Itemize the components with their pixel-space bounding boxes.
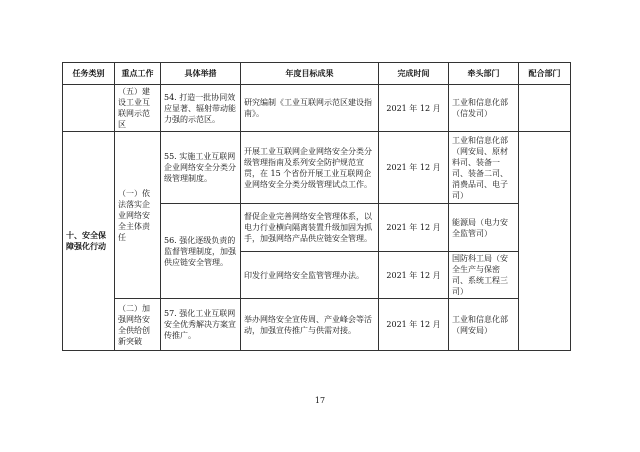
- deadline-cell: 2021 年 12 月: [379, 132, 449, 204]
- header-key-work: 重点工作: [115, 63, 161, 85]
- lead-cell: 国防科工局（安全生产与保密司、系统工程三司）: [449, 252, 519, 299]
- key-work-cell: （二）加强网络安全供给创新突破: [115, 299, 161, 351]
- key-work-cell: （五）建设工业互联网示范区: [115, 85, 161, 132]
- lead-cell: 工业和信息化部（网安局）: [449, 299, 519, 351]
- header-annual-target: 年度目标成果: [241, 63, 379, 85]
- support-cell: [519, 132, 571, 351]
- target-cell: 举办网络安全宣传周、产业峰会等活动，加强宣传推广与供需对接。: [241, 299, 379, 351]
- header-measures: 具体举措: [161, 63, 241, 85]
- key-work-cell: （一）依法落实企业网络安全主体责任: [115, 132, 161, 299]
- document-page: [62, 62, 570, 351]
- category-cell: 十、安全保障强化行动: [63, 132, 115, 351]
- measure-cell: 54. 打造一批协同效应显著、辐射带动能力强的示范区。: [161, 85, 241, 132]
- lead-cell: 工业和信息化部（网安局、原材料司、装备一司、装备二司、消费品司、电子司）: [449, 132, 519, 204]
- page-number: 17: [314, 396, 326, 405]
- target-cell: 印发行业网络安全监管管理办法。: [241, 252, 379, 299]
- target-cell: 开展工业互联网企业网络安全分类分级管理指南及系列安全防护规范宣贯，在 15 个省份开展工业互联网企业网络安全分类分级管理试点工作。: [241, 132, 379, 204]
- target-cell: 研究编制《工业互联网示范区建设指南》。: [241, 85, 379, 132]
- category-cell-empty: [63, 85, 115, 132]
- header-task-category: 任务类别: [63, 63, 115, 85]
- measure-cell: 56. 强化逐级负责的监督管理制度，加强供应链安全管理。: [161, 204, 241, 299]
- header-lead-department: 牵头部门: [449, 63, 519, 85]
- deadline-cell: 2021 年 12 月: [379, 252, 449, 299]
- deadline-cell: 2021 年 12 月: [379, 299, 449, 351]
- target-cell: 督促企业完善网络安全管理体系，以电力行业横向隔离装置升级加固为抓手，加强网络产品供应链安全管理。: [241, 204, 379, 252]
- table-row: [63, 85, 571, 132]
- table-header-row: [63, 63, 571, 85]
- support-cell: [519, 85, 571, 132]
- action-plan-table: [62, 62, 571, 351]
- measure-cell: 57. 强化工业互联网安全优秀解决方案宣传推广。: [161, 299, 241, 351]
- header-support-department: 配合部门: [519, 63, 571, 85]
- measure-cell: 55. 实施工业互联网企业网络安全分类分级管理制度。: [161, 132, 241, 204]
- deadline-cell: 2021 年 12 月: [379, 204, 449, 252]
- lead-cell: 工业和信息化部（信发司）: [449, 85, 519, 132]
- deadline-cell: 2021 年 12 月: [379, 85, 449, 132]
- table-row: [63, 132, 571, 204]
- lead-cell: 能源局（电力安全监管司）: [449, 204, 519, 252]
- table-row: [63, 299, 571, 351]
- header-deadline: 完成时间: [379, 63, 449, 85]
